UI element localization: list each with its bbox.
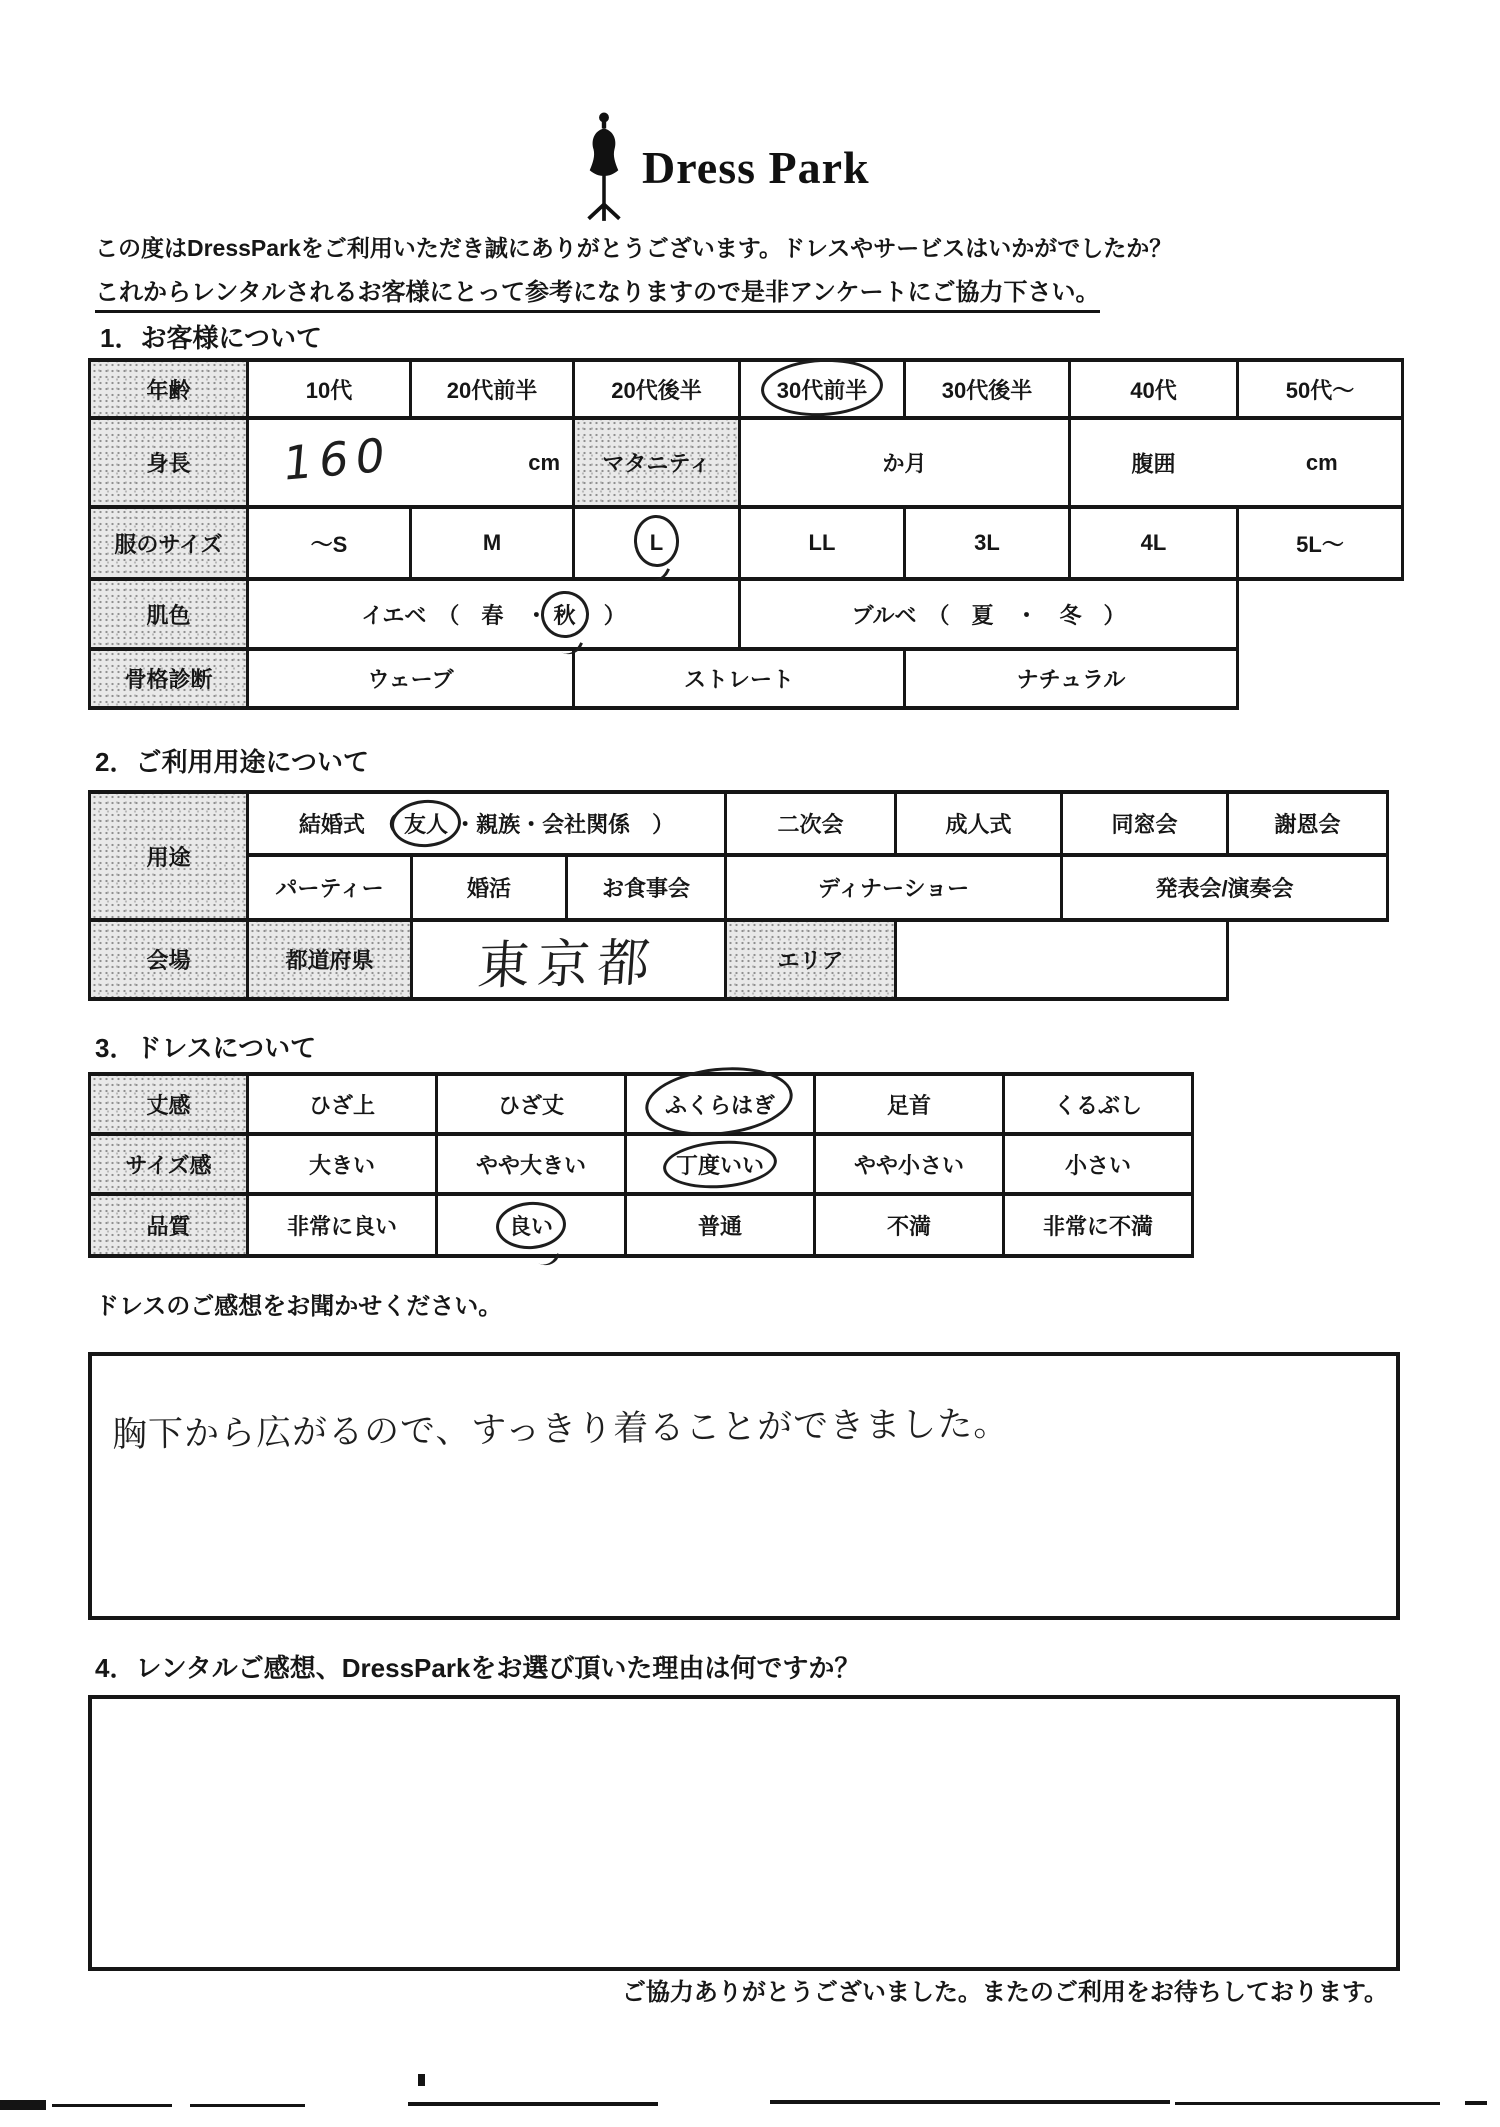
skin-yellow-cell — [248, 579, 740, 649]
skeleton-row — [90, 649, 1403, 708]
wedding-text: 結婚式 （ — [298, 812, 398, 837]
footer-thanks-text: ご協力ありがとうございました。またのご利用をお待ちしております。 — [621, 1979, 1388, 2006]
brand-logo — [580, 112, 870, 222]
intro-emphasis-text: これからレンタルされるお客様にとって参考になりますので是非アンケートにご協力下さい。 — [95, 272, 1100, 313]
length-option: くるぶし — [1004, 1074, 1193, 1134]
venue-label-cell: 会場 — [90, 920, 248, 999]
size-option: 4L — [1070, 507, 1238, 579]
scan-artifact-line — [408, 2102, 658, 2106]
quality-label-cell: 品質 — [90, 1194, 248, 1256]
size-option: ～S — [248, 507, 411, 579]
age-label-cell: 年齢 — [90, 360, 248, 418]
handwritten-height: 160 — [280, 426, 394, 492]
girth-cell — [1070, 418, 1403, 507]
age-option: 50代～ — [1238, 360, 1403, 418]
area-value-cell — [896, 920, 1228, 999]
brand-name: Dress Park — [642, 141, 870, 193]
pen-circle-mark: 30代前半 — [777, 374, 867, 405]
purpose-option: お食事会 — [567, 855, 726, 920]
scan-artifact-line — [1465, 2101, 1487, 2105]
pen-circle-mark: 友人 — [404, 808, 448, 839]
dress-comment-prompt: ドレスのご感想をお聞かせください。 — [95, 1293, 503, 1320]
skeleton-option: ストレート — [574, 649, 905, 708]
area-label-cell: エリア — [726, 920, 896, 999]
age-option: 20代前半 — [411, 360, 574, 418]
wedding-text: ・親族・会社関係 ） — [454, 812, 675, 837]
quality-option: 非常に良い — [248, 1194, 437, 1256]
size-option: 3L — [905, 507, 1070, 579]
purpose-option: 謝恩会 — [1228, 792, 1388, 855]
handwritten-prefecture: 東京都 — [476, 933, 661, 997]
dress-form-icon — [580, 112, 628, 222]
quality-option: 不満 — [815, 1194, 1004, 1256]
size-row — [90, 507, 1403, 579]
size-option: 5L～ — [1238, 507, 1403, 579]
girth-label: 腹囲 — [1131, 451, 1176, 476]
purpose-option: 成人式 — [896, 792, 1062, 855]
ghost-cell — [1228, 920, 1388, 999]
ghost-cell — [1238, 579, 1403, 649]
size-option: LL — [740, 507, 905, 579]
size-label-cell: 服のサイズ — [90, 507, 248, 579]
purpose-option: 二次会 — [726, 792, 896, 855]
skin-yellow-text: ） — [581, 602, 626, 628]
section4-title: 4．レンタルご感想、DressParkをお選び頂いた理由は何ですか？ — [95, 1653, 861, 1683]
scan-artifact-mark — [0, 2100, 46, 2110]
age-option-selected — [740, 360, 905, 418]
purpose-option: 婚活 — [412, 855, 567, 920]
dress-comment-box — [88, 1352, 1400, 1620]
quality-option: 普通 — [626, 1194, 815, 1256]
section3-title: 3．ドレスについて — [95, 1033, 317, 1063]
skeleton-option: ナチュラル — [905, 649, 1238, 708]
section1-title: 1．お客様について — [100, 323, 322, 353]
purpose-option: 同窓会 — [1062, 792, 1228, 855]
length-label-cell: 丈感 — [90, 1074, 248, 1134]
fit-row — [90, 1134, 1193, 1194]
dress-table — [88, 1072, 1194, 1258]
age-row — [90, 360, 1403, 418]
skin-blue-cell: ブルベ （ 夏 ・ 冬 ） — [740, 579, 1238, 649]
quality-option: 非常に不満 — [1004, 1194, 1193, 1256]
girth-unit-label: cm — [1305, 449, 1338, 475]
pen-circle-mark: L — [649, 530, 664, 555]
scan-artifact-line — [52, 2104, 172, 2107]
length-option-selected — [626, 1074, 815, 1134]
purpose-option: ディナーショー — [726, 855, 1062, 920]
height-unit-label: cm — [528, 449, 560, 475]
maternity-months-cell: か月 — [740, 418, 1070, 507]
purpose-option-wedding — [248, 792, 726, 855]
customer-table — [88, 358, 1404, 710]
usage-table — [88, 790, 1389, 1001]
quality-row — [90, 1194, 1193, 1256]
fit-option: 小さい — [1004, 1134, 1193, 1194]
section2-title: 2．ご利用用途について — [95, 747, 369, 777]
age-option: 10代 — [248, 360, 411, 418]
fit-option: 大きい — [248, 1134, 437, 1194]
ghost-cell — [1238, 649, 1403, 708]
fit-option: やや小さい — [815, 1134, 1004, 1194]
height-value-cell — [248, 418, 574, 507]
fit-label-cell: サイズ感 — [90, 1134, 248, 1194]
age-option: 20代後半 — [574, 360, 740, 418]
quality-option-selected — [437, 1194, 626, 1256]
length-option: ひざ丈 — [437, 1074, 626, 1134]
height-row — [90, 418, 1403, 507]
skin-row — [90, 579, 1403, 649]
pen-circle-mark: 秋 — [554, 599, 576, 630]
fit-option: やや大きい — [437, 1134, 626, 1194]
age-option: 40代 — [1070, 360, 1238, 418]
prefecture-value-cell — [412, 920, 726, 999]
pen-circle-mark: ふくらはぎ — [665, 1089, 775, 1120]
skin-yellow-text: イエベ （ 春 ・ — [361, 602, 548, 628]
pen-circle-mark: 丁度いい — [676, 1149, 764, 1180]
length-option: ひざ上 — [248, 1074, 437, 1134]
skin-label-cell: 肌色 — [90, 579, 248, 649]
fit-option-selected — [626, 1134, 815, 1194]
scan-artifact-line — [770, 2100, 1170, 2104]
scan-artifact-line — [1175, 2102, 1440, 2105]
length-option: 足首 — [815, 1074, 1004, 1134]
rental-comment-box — [88, 1695, 1400, 1971]
handwritten-comment: 胸下から広がるので、すっきり着ることができました。 — [111, 1404, 1010, 1456]
skeleton-label-cell: 骨格診断 — [90, 649, 248, 708]
scan-artifact-dot — [418, 2074, 425, 2086]
purpose-option: 発表会/演奏会 — [1062, 855, 1388, 920]
scan-artifact-line — [190, 2104, 305, 2107]
length-row — [90, 1074, 1193, 1134]
prefecture-label-cell: 都道府県 — [248, 920, 412, 999]
size-option: M — [411, 507, 574, 579]
pen-circle-mark: 良い — [509, 1210, 553, 1241]
height-label-cell: 身長 — [90, 418, 248, 507]
intro-text: この度はDressParkをご利用いただき誠にありがとうございます。ドレスやサービスはいかがでしたか？ — [95, 235, 1173, 261]
size-option-selected — [574, 507, 740, 579]
age-option: 30代後半 — [905, 360, 1070, 418]
purpose-row-2 — [90, 855, 1388, 920]
purpose-label-cell: 用途 — [90, 792, 248, 920]
purpose-option: パーティー — [248, 855, 412, 920]
skeleton-option: ウェーブ — [248, 649, 574, 708]
venue-row — [90, 920, 1388, 999]
purpose-row-1 — [90, 792, 1388, 855]
maternity-label-cell: マタニティ — [574, 418, 740, 507]
